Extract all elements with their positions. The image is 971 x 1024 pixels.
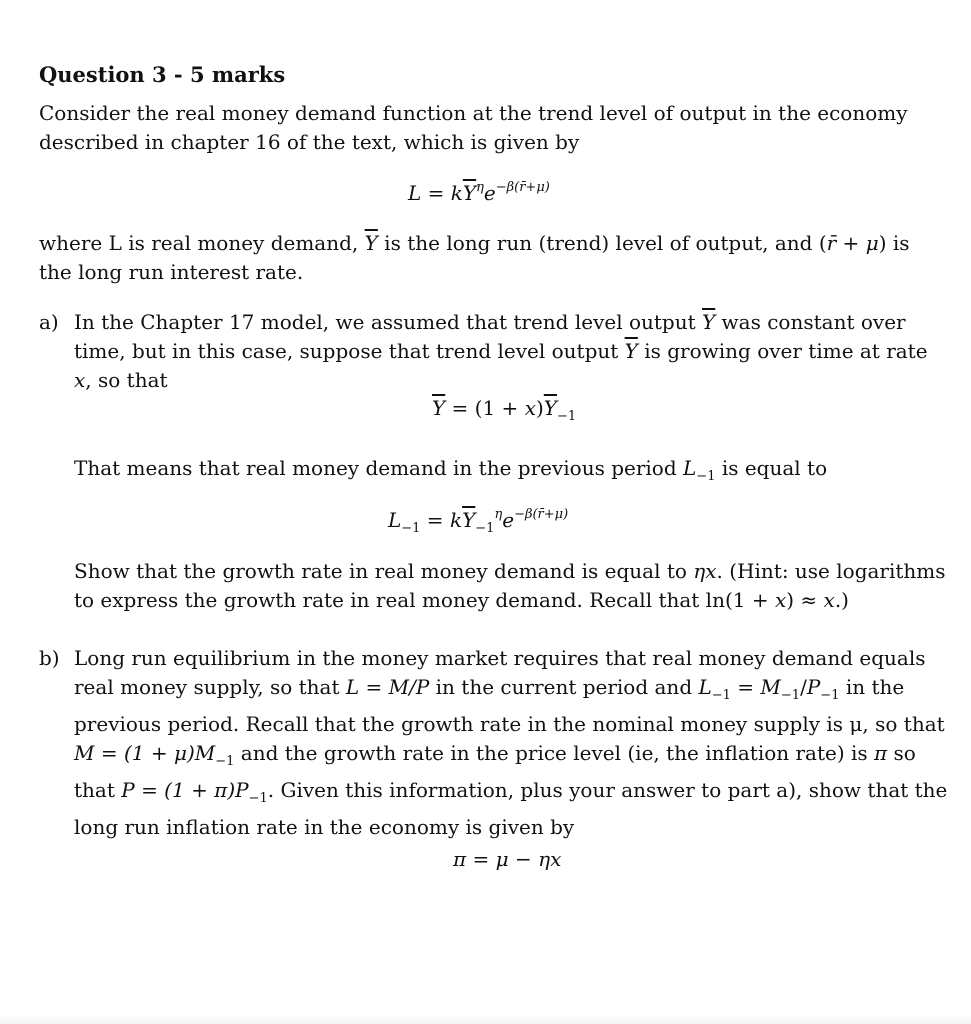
part-b-label: b) (39, 646, 60, 670)
previous-period-text: That means that real money demand in the previous period $L_{-1}$ is equal to (74, 456, 828, 484)
part-a-label: a) (39, 310, 59, 334)
page-bottom-edge (0, 1014, 971, 1024)
part-a (39, 308, 949, 395)
intro-paragraph: Consider the real money demand function at the trend level of output in the economy described in chapter 16 of the text, which is given by (39, 101, 908, 154)
inflation-equation: π = μ − ηx (453, 847, 562, 871)
part-b-text: Long run equilibrium in the money market requires that real money demand equals real money supply, so that L = M/P in the current period and $L_{-1} = M_{-1}/P_{-1}$ in the previous period. Recall that the growth rate in the nominal money supply is μ, so that $M = (1 + \mu)M_{-1}$ and the growth rate in the price level (ie, the inflation rate) is π so that $P = (1 + \pi)P_{-1}$. Given this information, plus your answer to part a), show that the long run inflation rate in the economy is given by (74, 646, 948, 839)
show-growth-text: Show that the growth rate in real money demand is equal to ηx. (Hint: use logarithms to express the growth rate in real money demand. Recall that ln(1 + x) ≈ x.) (74, 559, 946, 612)
money-demand-equation: $L = k\overline{Y}^\eta e^{-\beta(r̄+\mu)}$ (408, 180, 550, 205)
where-paragraph: where L is real money demand, $\overline{Y}$ is the long run (trend) level of output, and (r̄ + μ) is the long run interest rate. (39, 231, 910, 284)
question-heading: Question 3 - 5 marks (39, 62, 286, 87)
part-b (39, 644, 949, 842)
part-a-text: In the Chapter 17 model, we assumed that trend level output $\overline{Y}$ was constant over time, but in this case, suppose that trend level output $\overline{Y}$ is growing over time at rate x, so that (74, 310, 928, 392)
lagged-money-demand-equation: $L_{-1} = k\overline{Y}_{-1}^\eta e^{-\beta(r̄+\mu)}$ (388, 507, 569, 536)
output-growth-equation: $\overline{Y} = (1 + x)\overline{Y}_{-1}$ (432, 396, 577, 424)
